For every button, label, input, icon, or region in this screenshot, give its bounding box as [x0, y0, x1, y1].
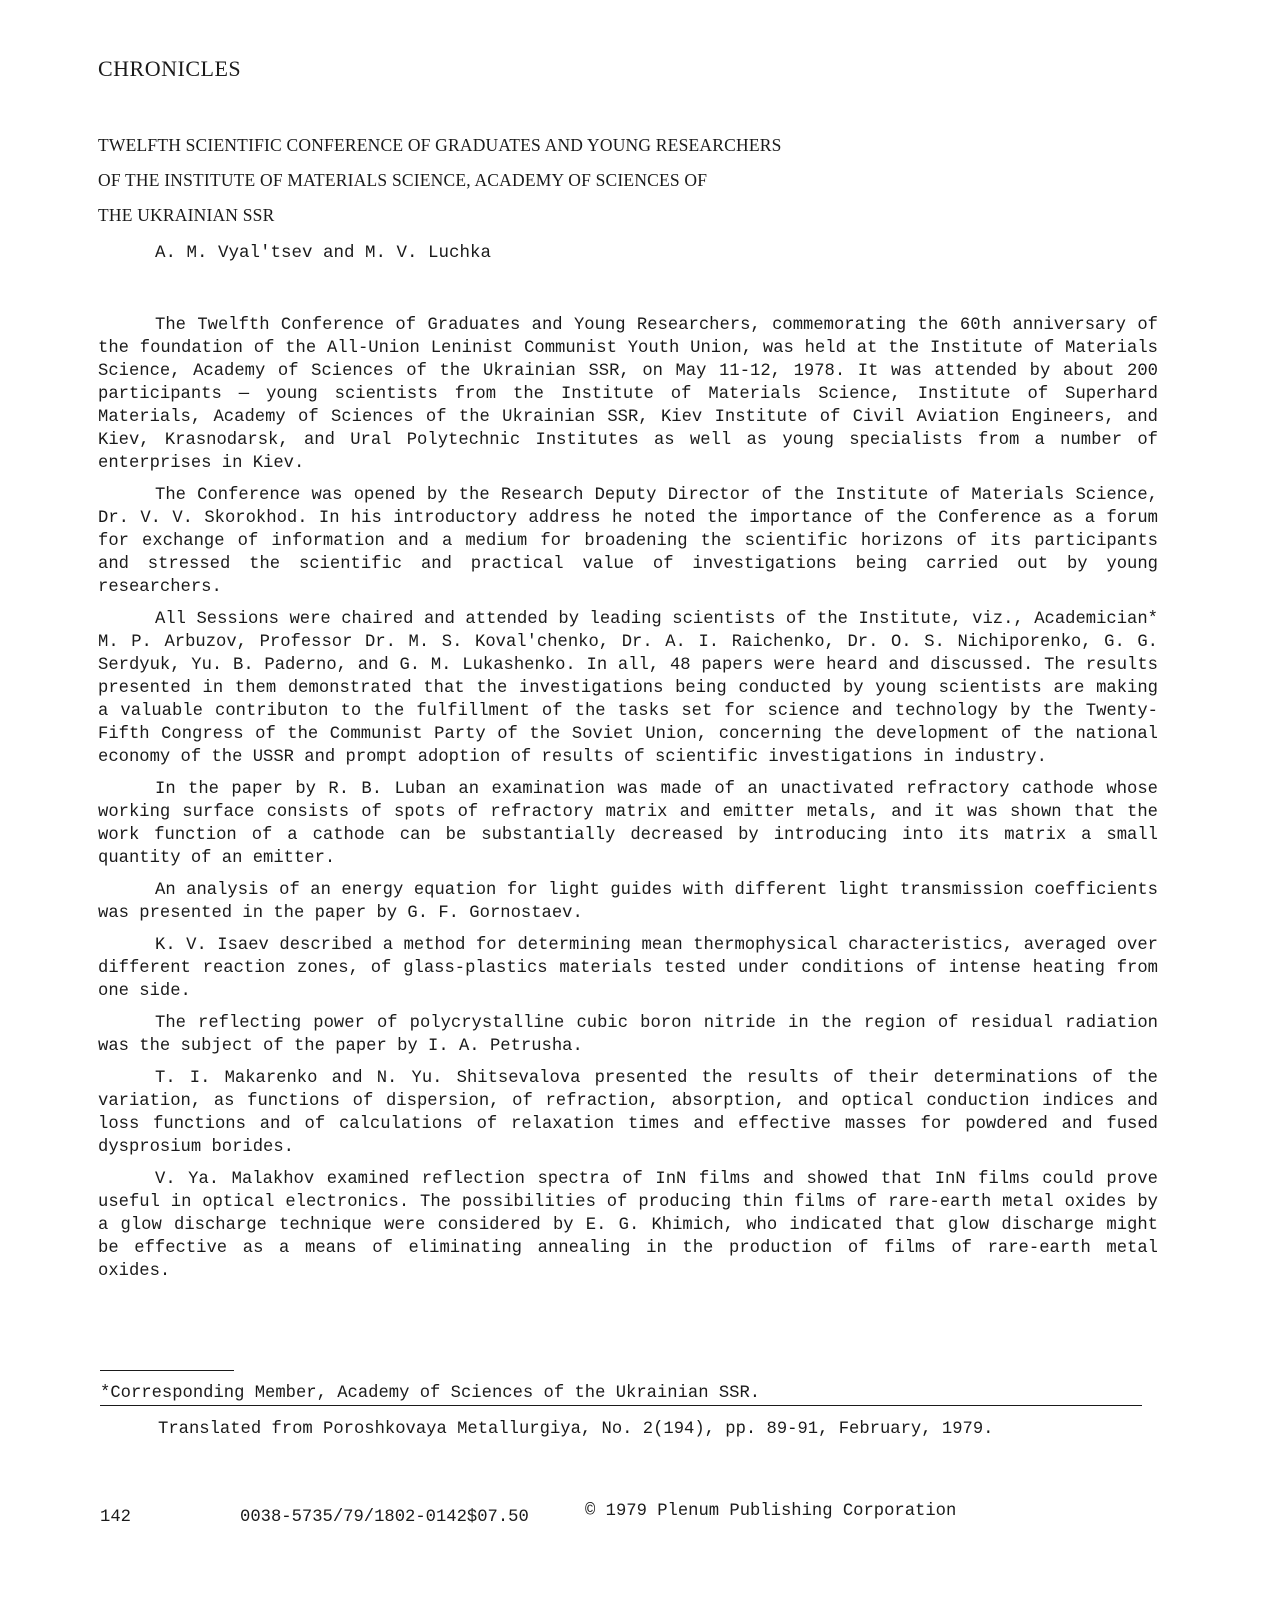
body-paragraph: T. I. Makarenko and N. Yu. Shitsevalova presented the results of their determinations of the variation, as functions of dispersion, of refraction, absorption, and optical conduction indices and loss functions and of calculations of relaxation times and effective masses for powdered and fused dysprosium borides.	[98, 1069, 1158, 1157]
article-authors: A. M. Vyal'tsev and M. V. Luchka	[155, 243, 492, 263]
article-body	[98, 314, 1158, 1292]
title-line: OF THE INSTITUTE OF MATERIALS SCIENCE, ACADEMY OF SCIENCES OF	[98, 170, 708, 190]
section-heading: CHRONICLES	[98, 56, 242, 81]
body-paragraph: All Sessions were chaired and attended by leading scientists of the Institute, viz., Academician* M. P. Arbuzov, Professor Dr. M. S. Koval'chenko, Dr. A. I. Raichenko, Dr. O. S. Nichiporenko, G. G. Serdyuk, Yu. B. Paderno, and G. M. Lukashenko. In all, 48 papers were heard and discussed. The results presented in them demonstrated that the investigations being conducted by young scientists are making a valuable contributon to the fulfillment of the tasks set for science and technology by the Twenty-Fifth Congress of the Communist Party of the Soviet Union, concerning the development of the national economy of the USSR and prompt adoption of results of scientific investigations in industry.	[98, 610, 1158, 767]
body-paragraph: The Twelfth Conference of Graduates and Young Researchers, commemorating the 60th anniversary of the foundation of the All-Union Leninist Communist Youth Union, was held at the Institute of Materials Science, Academy of Sciences of the Ukrainian SSR, on May 11-12, 1978. It was attended by about 200 participants — young scientists from the Institute of Materials Science, Institute of Superhard Materials, Academy of Sciences of the Ukrainian SSR, Kiev Institute of Civil Aviation Engineers, and Kiev, Krasnodarsk, and Ural Polytechnic Institutes as well as young specialists from a number of enterprises in Kiev.	[98, 316, 1158, 473]
translation-note: Translated from Poroshkovaya Metallurgiya, No. 2(194), pp. 89-91, February, 1979.	[158, 1420, 994, 1439]
body-paragraph: V. Ya. Malakhov examined reflection spectra of InN films and showed that InN films could prove useful in optical electronics. The possibilities of producing thin films of rare-earth metal oxides by a glow discharge technique were considered by E. G. Khimich, who indicated that glow discharge might be effective as a means of eliminating annealing in the production of films of rare-earth metal oxides.	[98, 1170, 1158, 1281]
body-paragraph: K. V. Isaev described a method for determining mean thermophysical characteristics, averaged over different reaction zones, of glass-plastics materials tested under conditions of intense heating from one side.	[98, 936, 1158, 1001]
title-line: TWELFTH SCIENTIFIC CONFERENCE OF GRADUATES AND YOUNG RESEARCHERS	[98, 135, 782, 155]
footnote: *Corresponding Member, Academy of Sciences of the Ukrainian SSR.	[100, 1384, 1142, 1406]
body-paragraph: In the paper by R. B. Luban an examination was made of an unactivated refractory cathode whose working surface consists of spots of refractory matrix and emitter metals, and it was shown that the work function of a cathode can be substantially decreased by introducing into its matrix a small quantity of an emitter.	[98, 780, 1158, 868]
body-paragraph: The Conference was opened by the Research Deputy Director of the Institute of Materials Science, Dr. V. V. Skorokhod. In his introductory address he noted the importance of the Conference as a forum for exchange of information and a medium for broadening the scientific horizons of its participants and stressed the scientific and practical value of investigations being carried out by young researchers.	[98, 486, 1158, 597]
footnote-divider	[100, 1370, 234, 1371]
body-paragraph: The reflecting power of polycrystalline cubic boron nitride in the region of residual radiation was the subject of the paper by I. A. Petrusha.	[98, 1014, 1158, 1056]
copyright-notice: © 1979 Plenum Publishing Corporation	[585, 1502, 957, 1521]
page-number: 142	[100, 1508, 131, 1527]
body-paragraph: An analysis of an energy equation for light guides with different light transmission coefficients was presented in the paper by G. F. Gornostaev.	[98, 881, 1158, 923]
article-title	[98, 128, 918, 233]
publication-code: 0038-5735/79/1802-0142$07.50	[240, 1508, 529, 1527]
title-line: THE UKRAINIAN SSR	[98, 205, 275, 225]
